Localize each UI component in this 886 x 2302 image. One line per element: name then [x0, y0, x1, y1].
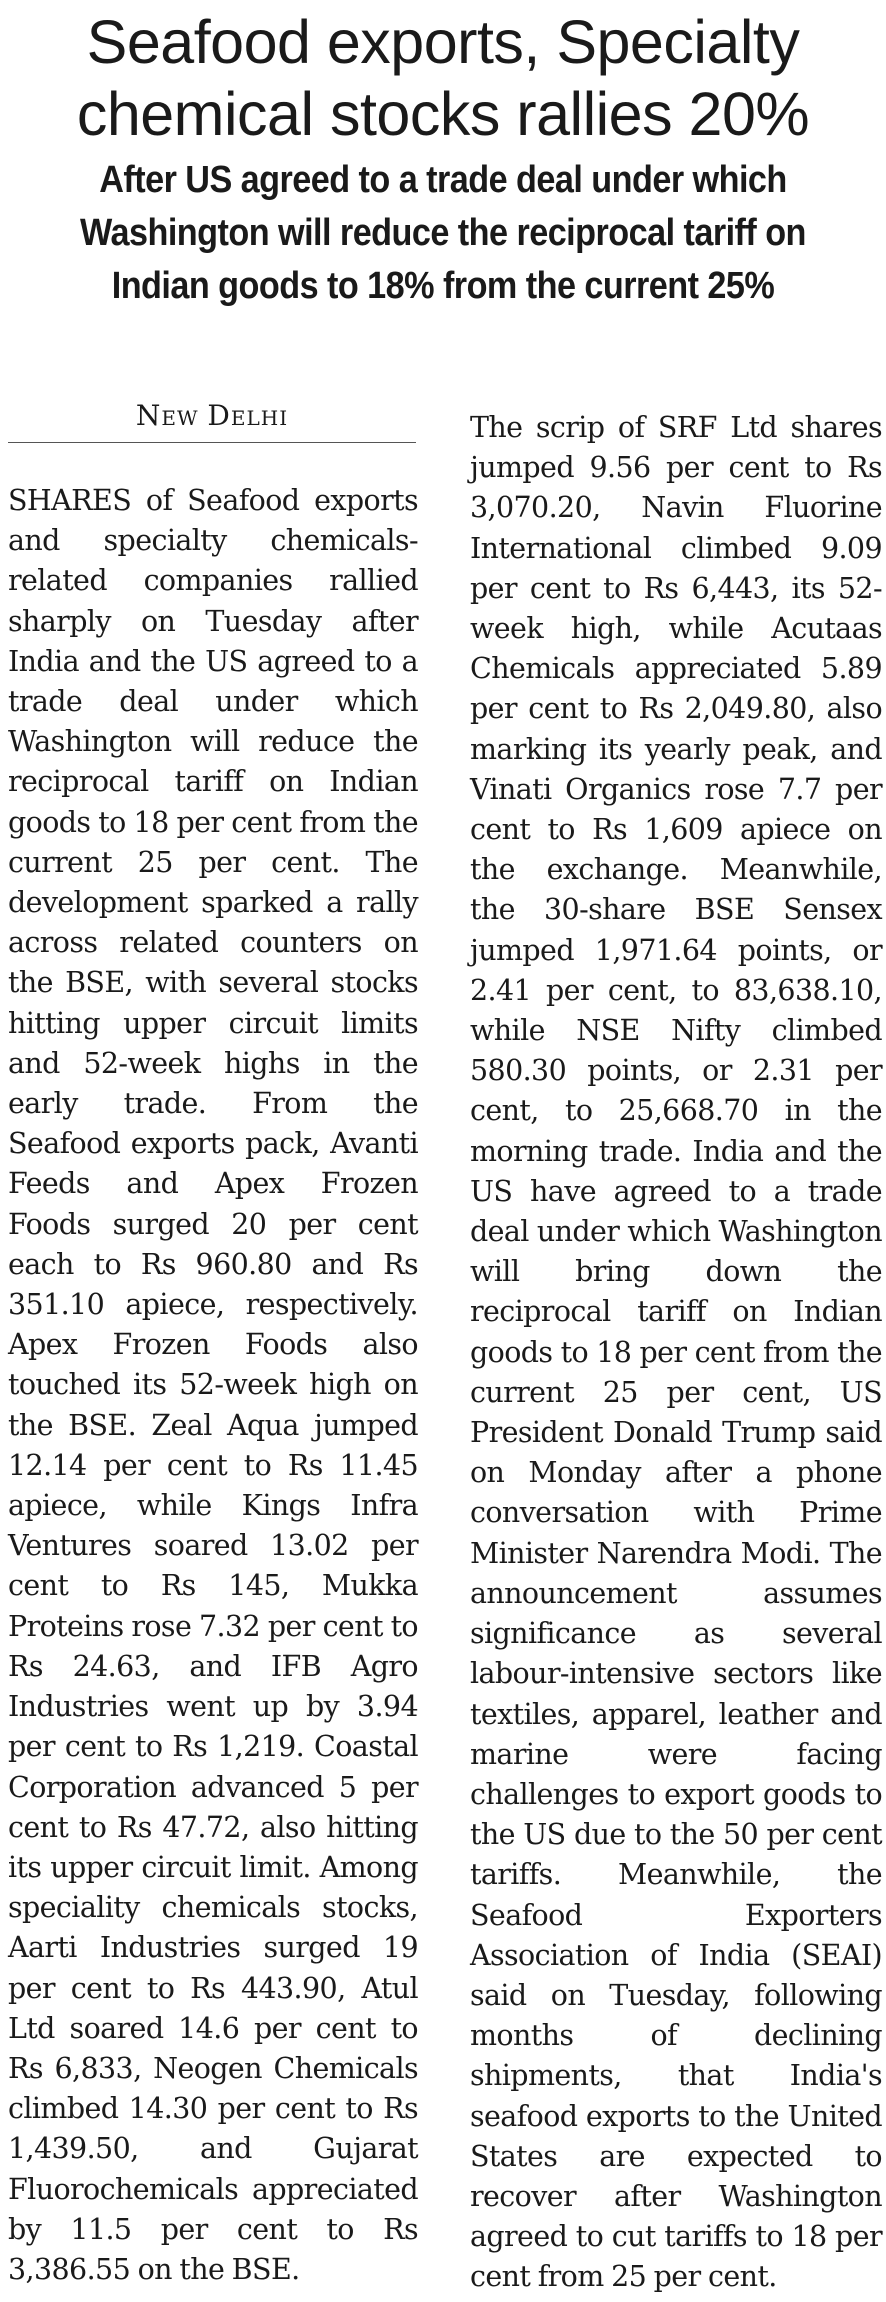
headline-line-2: chemical stocks rallies 20% — [76, 80, 810, 148]
dateline: New Delhi — [8, 398, 416, 443]
column-right-text: The scrip of SRF Ltd shares jumped 9.56 per cent to Rs 3,070.20, Navin Fluorine International climbed 9.09 per cent to Rs 6,443, its 52-week high, while Acutaas Chemicals appreciated 5.89 per cent to Rs 2,049.80, also marking its yearly peak, and Vinati Organics rose 7.7 per cent to Rs 1,609 apiece on the exchange. Meanwhile, the 30-share BSE Sensex jumped 1,971.64 points, or 2.41 per cent, to 83,638.10, while NSE Nifty climbed 580.30 points, or 2.31 per cent, to 25,668.70 in the morning trade. India and the US have agreed to a trade deal under which Washington will bring down the reciprocal tariff on Indian goods to 18 per cent from the current 25 per cent, US President Donald Trump said on Monday after a phone conversation with Prime Minister Narendra Modi. The announcement assumes significance as several labour-intensive sectors like textiles, apparel, leather and marine were facing challenges to export goods to the US due to the 50 per cent tariffs. Meanwhile, the Seafood Exporters Association of India (SEAI) said on Tuesday, following months of declining shipments, that India's seafood exports to the United States are expected to recover after Washington agreed to cut tariffs to 18 per cent from 25 per cent. — [470, 411, 882, 2294]
column-right — [470, 398, 882, 2298]
column-left — [8, 398, 418, 2298]
subhead-line-1: After US agreed to a trade deal under which — [99, 159, 787, 201]
subhead-line-2: Washington will reduce the reciprocal tariff on — [80, 212, 806, 254]
article-body — [8, 398, 882, 2298]
headline-line-1: Seafood exports, Specialty — [86, 8, 800, 76]
column-left-text: SHARES of Seafood exports and specialty chemicals-related companies rallied sharply on Tuesday after India and the US agreed to a trade deal under which Washington will reduce the reciprocal tariff on Indian goods to 18 per cent from the current 25 per cent. The development sparked a rally across related counters on the BSE, with several stocks hitting upper circuit limits and 52-week highs in the early trade. From the Seafood exports pack, Avanti Feeds and Apex Frozen Foods surged 20 per cent each to Rs 960.80 and Rs 351.10 apiece, respectively. Apex Frozen Foods also touched its 52-week high on the BSE. Zeal Aqua jumped 12.14 per cent to Rs 11.45 apiece, while Kings Infra Ventures soared 13.02 per cent to Rs 145, Mukka Proteins rose 7.32 per cent to Rs 24.63, and IFB Agro Industries went up by 3.94 per cent to Rs 1,219. Coastal Corporation advanced 5 per cent to Rs 47.72, also hitting its upper circuit limit. Among speciality chemicals stocks, Aarti Industries surged 19 per cent to Rs 443.90, Atul Ltd soared 14.6 per cent to Rs 6,833, Neogen Chemicals climbed 14.30 per cent to Rs 1,439.50, and Gujarat Fluorochemicals appreciated by 11.5 per cent to Rs 3,386.55 on the BSE. — [8, 484, 418, 2286]
subhead-line-3: Indian goods to 18% from the current 25% — [111, 265, 775, 307]
subheadline — [44, 150, 841, 313]
headline — [0, 0, 886, 150]
